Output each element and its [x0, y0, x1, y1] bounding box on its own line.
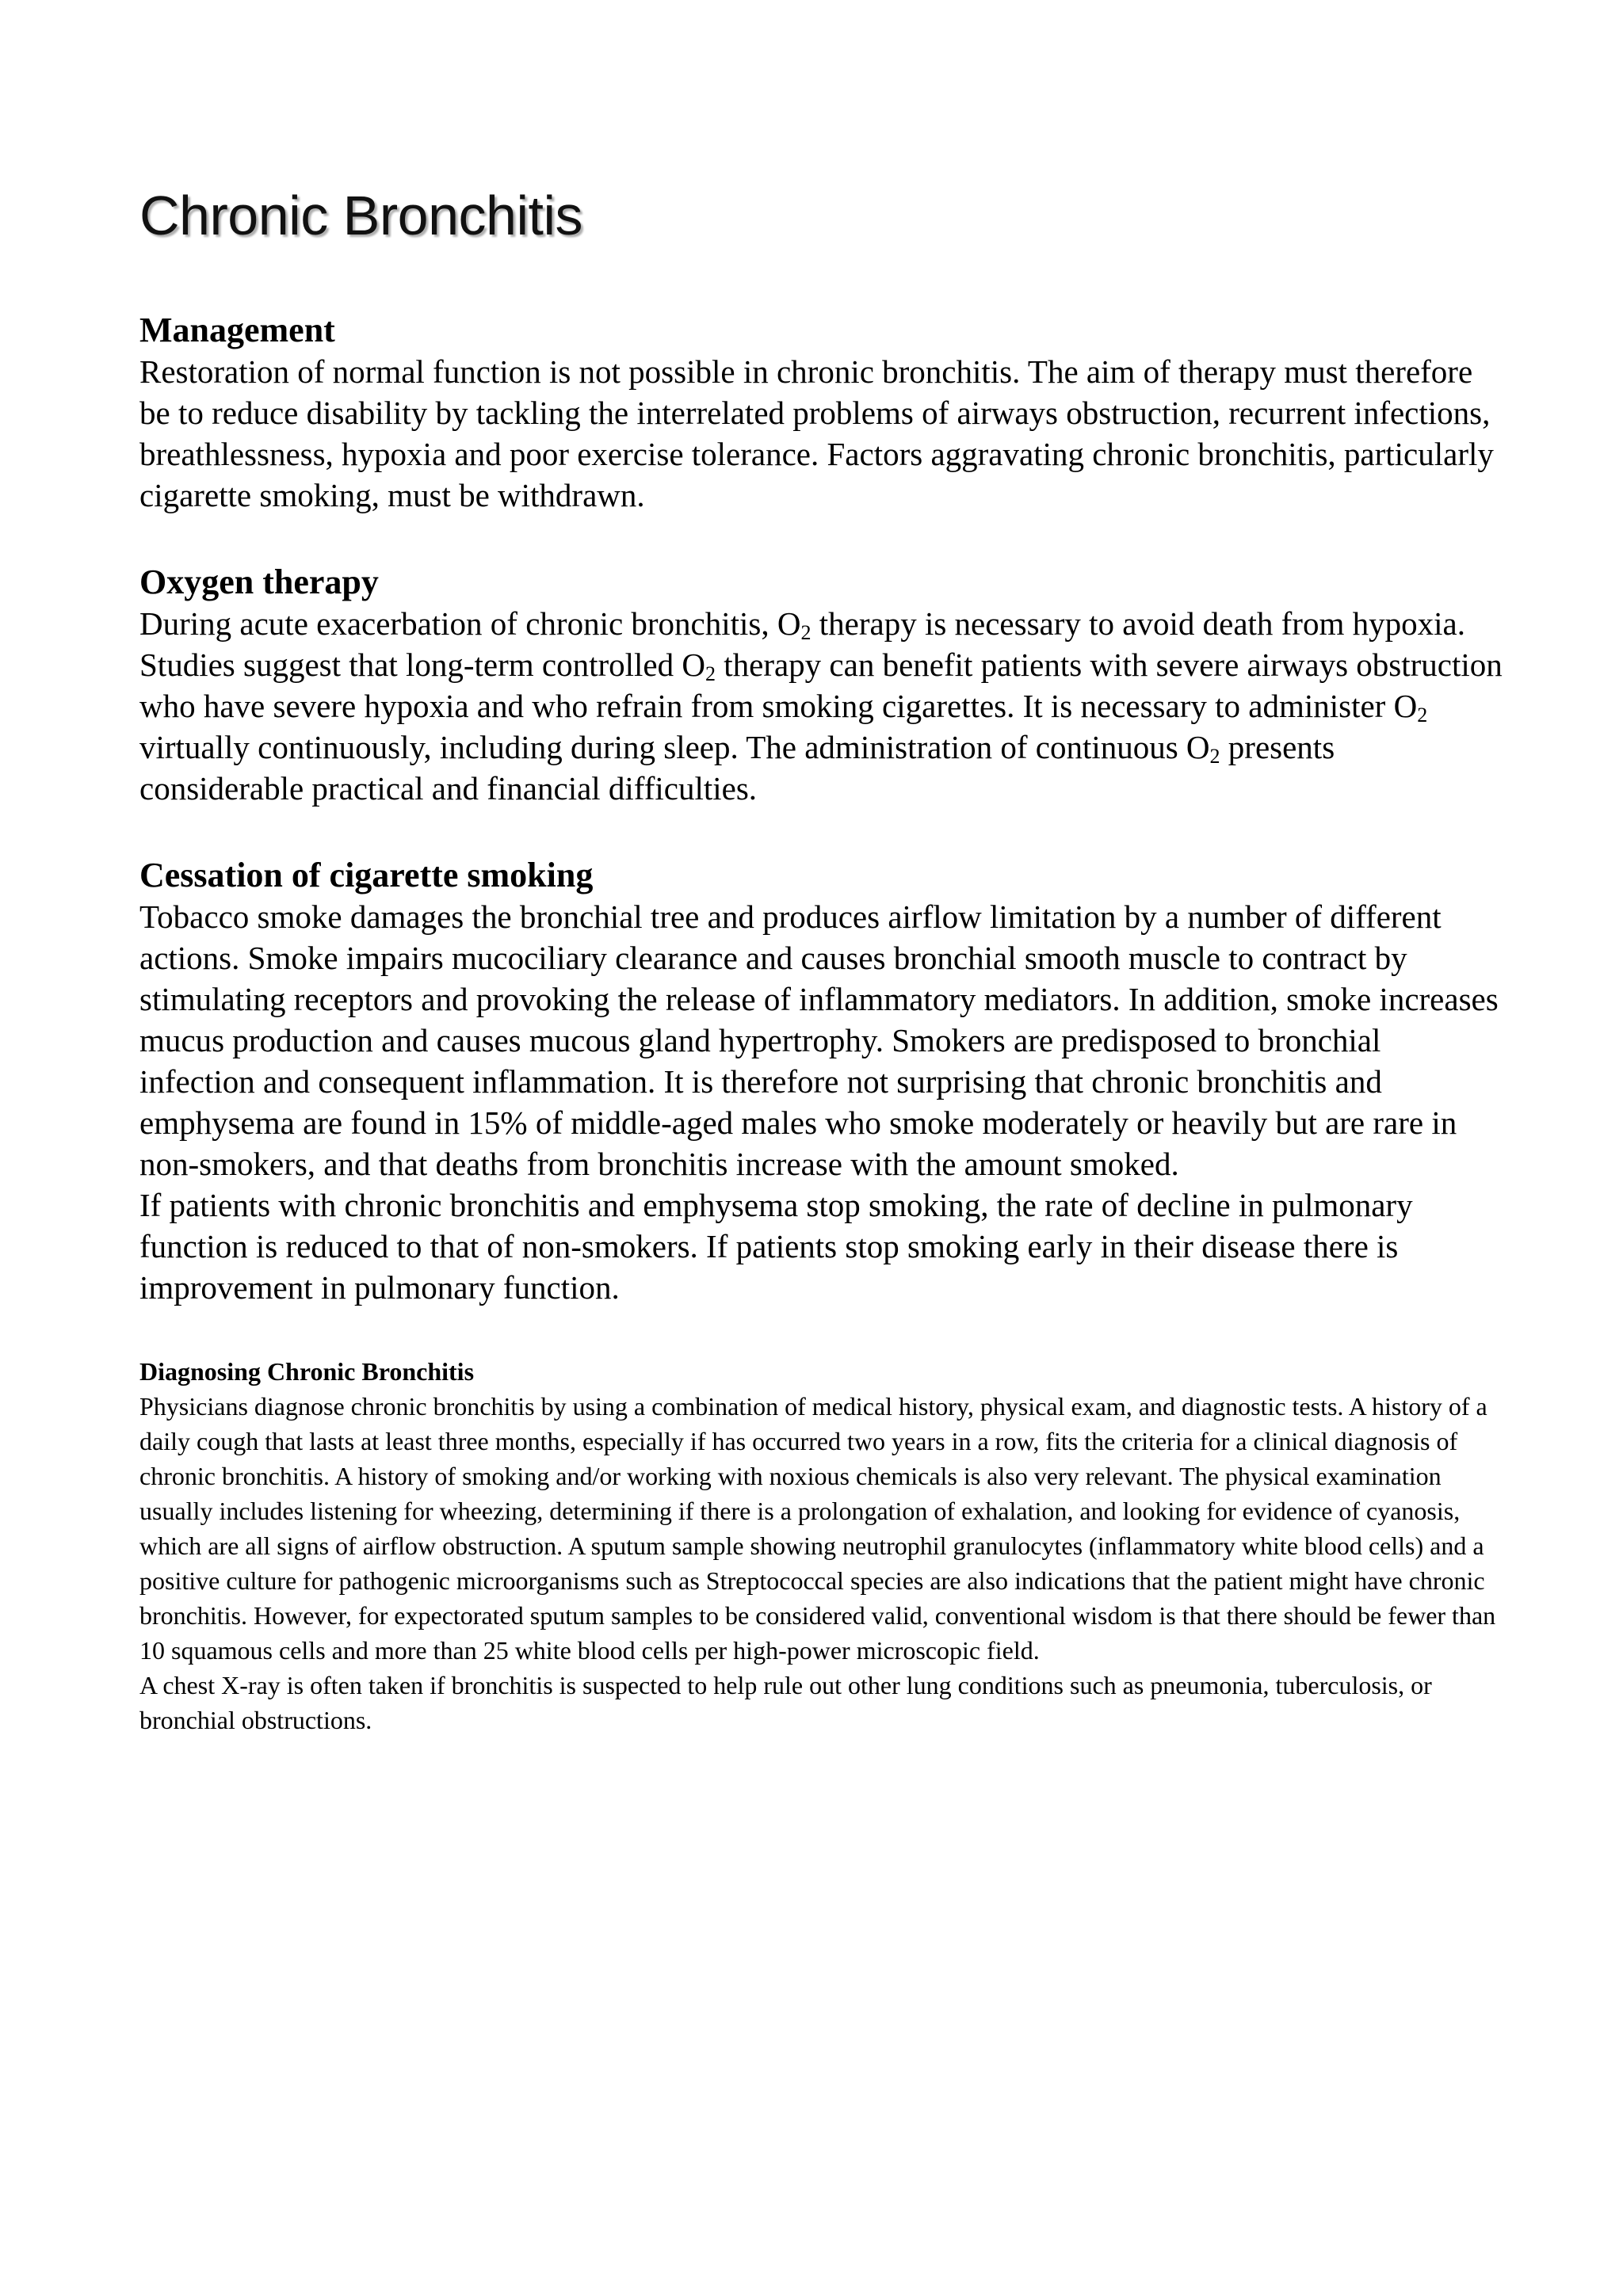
- section-body-paragraph: Tobacco smoke damages the bronchial tree and produces airflow limitation by a number of different actions. Smoke impairs mucociliary clearance and causes bronchial smooth muscle to contract by stimulating receptors and provoking the release of inflammatory mediators. In addition, smoke increases mucus production and causes mucous gland hypertrophy. Smokers are predisposed to bronchial infection and consequent inflammation. It is therefore not surprising that chronic bronchitis and emphysema are found in 15% of middle-aged males who smoke moderately or heavily but are rare in non-smokers, and that deaths from bronchitis increase with the amount smoked.: [139, 898, 1499, 1182]
- subscript: 2: [1417, 703, 1428, 727]
- subscript: 2: [705, 662, 716, 685]
- document-title: Chronic Bronchitis: [139, 185, 582, 246]
- text-run: presents considerable practical and financial difficulties.: [139, 728, 1335, 807]
- text-run: therapy is necessary to avoid death from hypoxia. Studies suggest that long-term controlled O: [139, 605, 1465, 683]
- subscript: 2: [1209, 744, 1220, 768]
- section-cessation-of-smoking: [139, 855, 1503, 1308]
- section-oxygen-therapy: [139, 562, 1503, 809]
- subscript: 2: [800, 620, 812, 644]
- section-body-paragraph: Physicians diagnose chronic bronchitis by using a combination of medical history, physical exam, and diagnostic tests. A history of a daily cough that lasts at least three months, especially if has occurred two years in a row, fits the criteria for a clinical diagnosis of chronic bronchitis. A history of smoking and/or working with noxious chemicals is also very relevant. The physical examination usually includes listening for wheezing, determining if there is a prolongation of exhalation, and looking for evidence of cyanosis, which are all signs of airflow obstruction. A sputum sample showing neutrophil granulocytes (inflammatory white blood cells) and a positive culture for pathogenic microorganisms such as Streptococcal species are also indications that the patient might have chronic bronchitis. However, for expectorated sputum samples to be considered valid, conventional wisdom is that there should be fewer than 10 squamous cells and more than 25 white blood cells per high-power microscopic field.: [139, 1391, 1496, 1665]
- section-heading-cessation-of-smoking: Cessation of cigarette smoking: [139, 855, 594, 894]
- document-page: [139, 184, 1503, 1737]
- section-body-paragraph: A chest X-ray is often taken if bronchitis is suspected to help rule out other lung conditions such as pneumonia, tuberculosis, or bronchial obstructions.: [139, 1670, 1432, 1734]
- section-diagnosing: [139, 1354, 1503, 1737]
- section-body-management: Restoration of normal function is not possible in chronic bronchitis. The aim of therapy must therefore be to reduce disability by tackling the interrelated problems of airways obstruction, recurrent infections, breathlessness, hypoxia and poor exercise tolerance. Factors aggravating chronic bronchitis, particularly cigarette smoking, must be withdrawn.: [139, 353, 1494, 513]
- text-run: therapy can benefit patients with severe airways obstruction who have severe hypoxia and who refrain from smoking cigarettes. It is necessary to administer O: [139, 646, 1503, 724]
- section-body-paragraph: If patients with chronic bronchitis and emphysema stop smoking, the rate of decline in pulmonary function is reduced to that of non-smokers. If patients stop smoking early in their disease there is improvement in pulmonary function.: [139, 1186, 1413, 1306]
- section-heading-diagnosing: Diagnosing Chronic Bronchitis: [139, 1356, 475, 1386]
- section-body-oxygen-therapy: [139, 603, 1503, 809]
- text-run: During acute exacerbation of chronic bronchitis, O: [139, 605, 801, 642]
- text-run: virtually continuously, including during sleep. The administration of continuous O: [139, 728, 1210, 765]
- section-management: [139, 310, 1503, 516]
- section-heading-management: Management: [139, 310, 335, 349]
- section-heading-oxygen-therapy: Oxygen therapy: [139, 562, 379, 601]
